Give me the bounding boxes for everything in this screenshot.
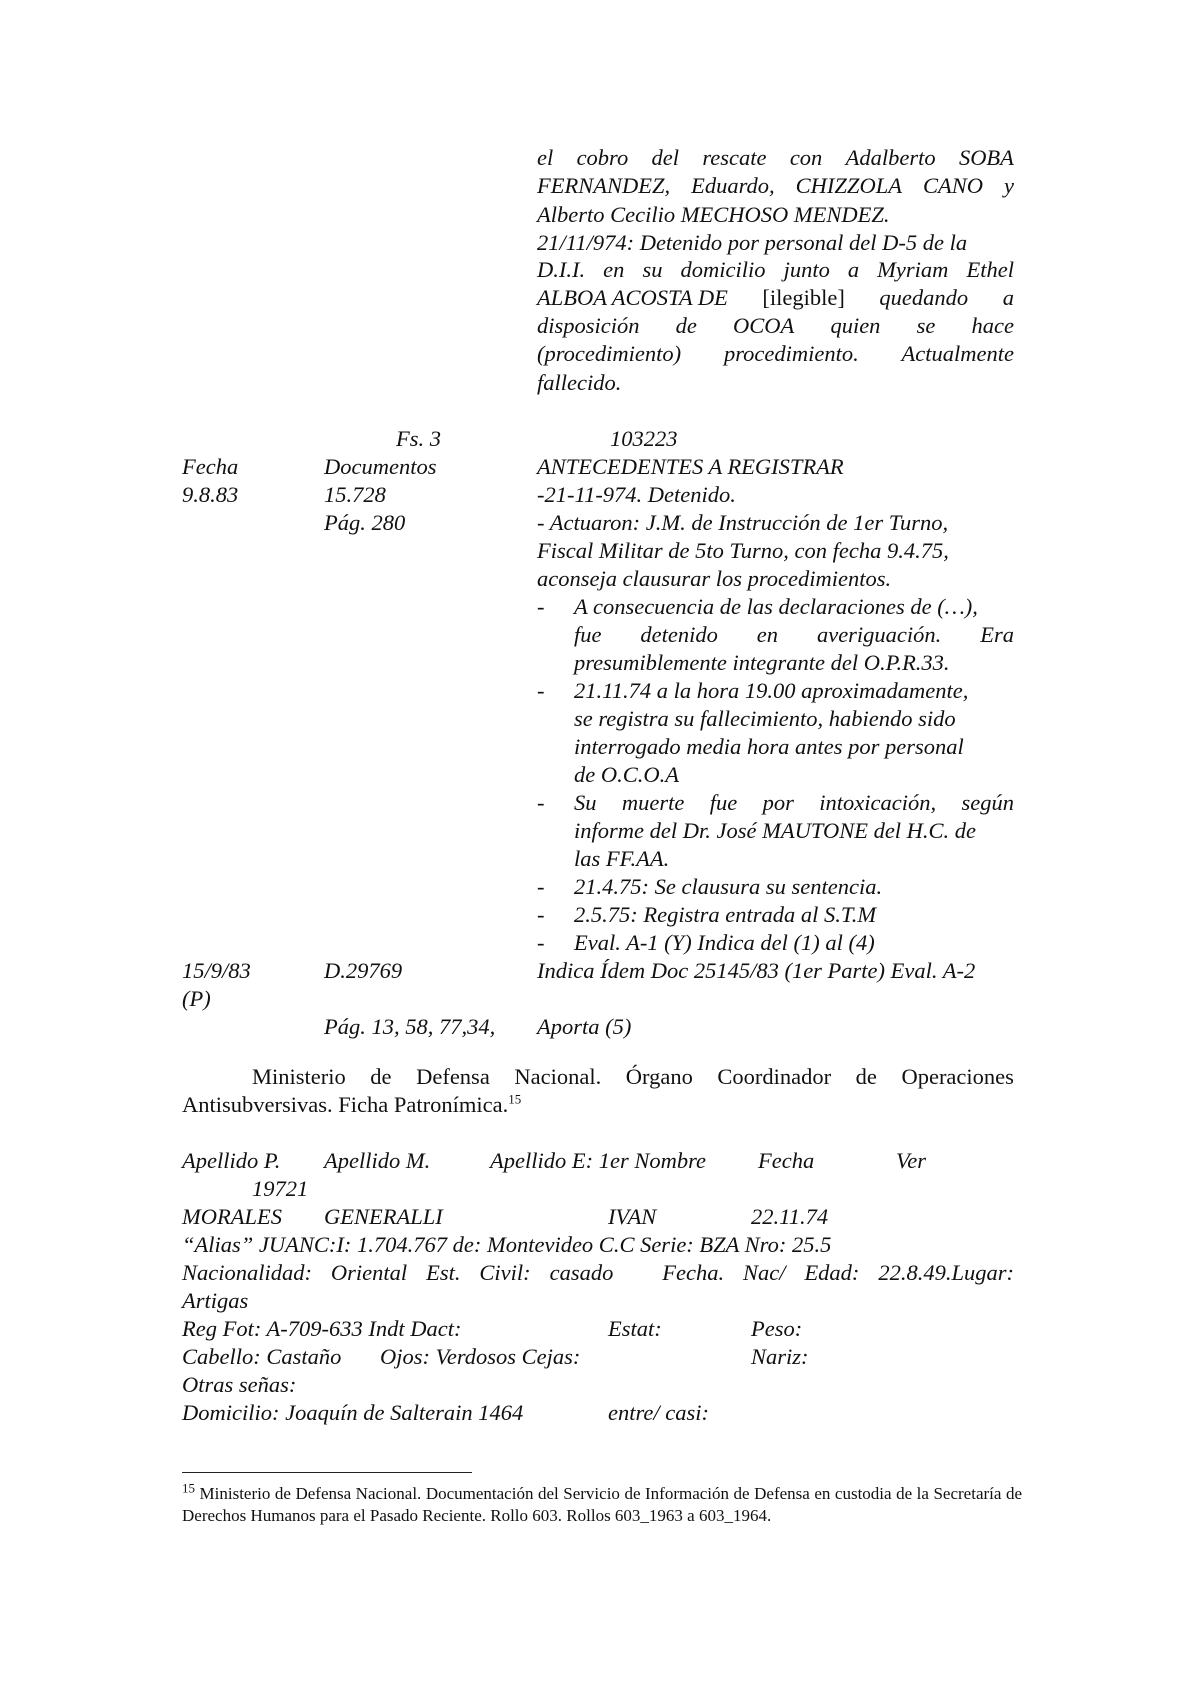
ficha-nombre: IVAN xyxy=(608,1204,657,1229)
word: Nacional. xyxy=(514,1064,602,1089)
footnote-separator xyxy=(182,1472,472,1473)
word: Fecha. xyxy=(662,1260,725,1285)
row-document: 15.728 xyxy=(324,482,386,507)
word: y xyxy=(1003,173,1014,198)
ficha-ojos: Ojos: Verdosos Cejas: xyxy=(380,1344,581,1369)
paragraph-text: Antisubversivas. Ficha Patronímica. xyxy=(182,1092,509,1117)
ficha-cabello: Cabello: Castaño xyxy=(182,1344,342,1369)
word: rescate xyxy=(702,145,767,170)
word: muerte xyxy=(621,790,685,815)
header-antecedentes: ANTECEDENTES A REGISTRAR xyxy=(537,454,844,479)
bullet-dash: - xyxy=(537,874,545,899)
word: en xyxy=(603,257,625,282)
word: quedando xyxy=(879,285,969,310)
word: Defensa xyxy=(416,1064,490,1089)
word: se xyxy=(916,313,936,338)
bullet-text: presumiblemente integrante del O.P.R.33. xyxy=(574,650,950,675)
word: SOBA xyxy=(958,145,1014,170)
narrative-line xyxy=(537,145,1014,171)
row-date: 9.8.83 xyxy=(182,482,239,507)
word: (procedimiento) xyxy=(537,341,682,366)
row-date-suffix: (P) xyxy=(182,986,211,1011)
word: Actualmente xyxy=(901,341,1014,366)
word: procedimiento. xyxy=(723,341,859,366)
word: el xyxy=(537,145,554,170)
word: a xyxy=(847,257,860,282)
word: averiguación. xyxy=(816,622,942,647)
illegible-note: [ilegible] xyxy=(762,285,845,310)
ficha-entre: entre/ casi: xyxy=(608,1400,710,1425)
ficha-header: Apellido E: 1er Nombre xyxy=(490,1148,707,1173)
word: con xyxy=(789,145,823,170)
row-entry: - Actuaron: J.M. de Instrucción de 1er Turno, xyxy=(537,510,949,535)
word: Adalberto xyxy=(845,145,936,170)
word: Oriental xyxy=(330,1260,408,1285)
word: en xyxy=(756,622,779,647)
bullet-dash: - xyxy=(537,930,545,955)
row-document: D.29769 xyxy=(324,958,403,983)
bullet-text: Eval. A-1 (Y) Indica del (1) al (4) xyxy=(574,930,875,955)
ficha-record-id: 19721 xyxy=(252,1176,309,1201)
word: CHIZZOLA xyxy=(795,173,902,198)
word: Nac/ xyxy=(743,1260,786,1285)
word: Ministerio xyxy=(252,1064,346,1089)
word: hace xyxy=(971,313,1014,338)
folio-number: Fs. 3 xyxy=(396,426,441,451)
bullet-dash: - xyxy=(537,790,545,815)
word: FERNANDEZ, xyxy=(537,173,671,198)
word: disposición xyxy=(537,313,640,338)
row-entry: Fiscal Militar de 5to Turno, con fecha 9.4.75, xyxy=(537,538,949,563)
ficha-nariz: Nariz: xyxy=(751,1344,809,1369)
paragraph-line xyxy=(182,1091,521,1119)
narrative-line: Alberto Cecilio MECHOSO MENDEZ. xyxy=(537,202,890,227)
word: OCOA xyxy=(733,313,795,338)
word: D.I.I. xyxy=(537,257,586,282)
bullet-dash: - xyxy=(537,902,545,927)
word: Era xyxy=(980,622,1014,647)
ficha-header: Apellido P. xyxy=(182,1148,281,1173)
record-number: 103223 xyxy=(610,426,678,451)
bullet-text: informe del Dr. José MAUTONE del H.C. de xyxy=(574,818,977,843)
narrative-line: fallecido. xyxy=(537,370,622,395)
footnote-reference[interactable]: 15 xyxy=(508,1091,522,1107)
footnote xyxy=(182,1480,1022,1527)
row-document-pages: Pág. 13, 58, 77,34, xyxy=(324,1014,496,1039)
ficha-alias: “Alias” JUANC:I: 1.704.767 de: Montevideo C.C Serie: BZA Nro: 25.5 xyxy=(182,1232,832,1257)
word: Su xyxy=(574,790,597,815)
ficha-nacionalidad xyxy=(182,1259,1014,1287)
bullet-text: 2.5.75: Registra entrada al S.T.M xyxy=(574,902,877,927)
word: junto xyxy=(783,257,830,282)
word: Ethel xyxy=(966,257,1014,282)
ficha-estatura: Estat: xyxy=(608,1316,662,1341)
bullet-text: las FF.AA. xyxy=(574,846,670,871)
word: Civil: xyxy=(479,1260,531,1285)
word: cobro xyxy=(576,145,629,170)
row-entry: Aporta (5) xyxy=(537,1014,632,1039)
word: CANO xyxy=(922,173,983,198)
footnote-text: Ministerio de Defensa Nacional. Documentación del Servicio de Información de Defensa en custodia de la Secretaría de Derechos Humanos para el Pasado Reciente. Rollo 603. Rollos 603_1963 a 603_1964. xyxy=(182,1484,1022,1525)
word: detenido xyxy=(640,622,718,647)
header-documentos: Documentos xyxy=(324,454,437,479)
ficha-header: Ver xyxy=(896,1148,926,1173)
word: casado xyxy=(549,1260,614,1285)
ficha-domicilio: Domicilio: Joaquín de Salterain 1464 xyxy=(182,1400,524,1425)
word: de xyxy=(675,313,697,338)
word: a xyxy=(1002,285,1014,310)
narrative-line xyxy=(537,285,1014,311)
bullet-dash: - xyxy=(537,594,545,619)
word: domicilio xyxy=(680,257,766,282)
ficha-apellido-m: GENERALLI xyxy=(324,1204,443,1229)
narrative-line xyxy=(537,257,1014,283)
word: intoxicación, xyxy=(819,790,937,815)
ficha-otras-senas: Otras señas: xyxy=(182,1372,297,1397)
bullet-text: de O.C.O.A xyxy=(574,762,679,787)
ficha-lugar: Artigas xyxy=(182,1288,249,1313)
bullet-text xyxy=(574,789,1014,817)
word: quien xyxy=(830,313,881,338)
word: de xyxy=(855,1064,877,1089)
ficha-fecha: 22.11.74 xyxy=(751,1204,829,1229)
row-entry: -21-11-974. Detenido. xyxy=(537,482,736,507)
footnote-number: 15 xyxy=(182,1480,195,1496)
ficha-header: Fecha xyxy=(758,1148,815,1173)
narrative-line xyxy=(537,313,1014,339)
row-document-page: Pág. 280 xyxy=(324,510,406,535)
ficha-apellido-p: MORALES xyxy=(182,1204,282,1229)
word: Órgano xyxy=(625,1064,693,1089)
word: del xyxy=(651,145,680,170)
word: por xyxy=(762,790,794,815)
word: 22.8.49.Lugar: xyxy=(878,1260,1014,1285)
ficha-header: Apellido M. xyxy=(324,1148,431,1173)
bullet-text: se registra su fallecimiento, habiendo sido xyxy=(574,706,956,731)
word: Edad: xyxy=(804,1260,860,1285)
word: fue xyxy=(709,790,738,815)
ficha-reg-fot: Reg Fot: A-709-633 Indt Dact: xyxy=(182,1316,462,1341)
word: fue xyxy=(574,622,602,647)
row-entry: aconseja clausurar los procedimientos. xyxy=(537,566,892,591)
word: su xyxy=(642,257,663,282)
paragraph-line xyxy=(252,1063,1014,1091)
narrative-line xyxy=(537,341,1014,367)
word: Eduardo, xyxy=(691,173,775,198)
word: Coordinador xyxy=(717,1064,832,1089)
ficha-peso: Peso: xyxy=(751,1316,803,1341)
bullet-text: interrogado media hora antes por personal xyxy=(574,734,964,759)
narrative-line: 21/11/974: Detenido por personal del D-5 de la xyxy=(537,230,968,255)
word: Nacionalidad: xyxy=(182,1260,312,1285)
bullet-dash: - xyxy=(537,678,545,703)
narrative-line xyxy=(537,173,1014,199)
bullet-text: 21.11.74 a la hora 19.00 aproximadamente, xyxy=(574,678,969,703)
word: Myriam xyxy=(877,257,949,282)
bullet-text xyxy=(574,621,1014,649)
word: Est. xyxy=(426,1260,461,1285)
word: según xyxy=(961,790,1014,815)
row-entry: Indica Ídem Doc 25145/83 (1er Parte) Eval. A-2 xyxy=(537,958,976,983)
bullet-text: 21.4.75: Se clausura su sentencia. xyxy=(574,874,883,899)
word: de xyxy=(370,1064,392,1089)
word: Operaciones xyxy=(901,1064,1014,1089)
header-fecha: Fecha xyxy=(182,454,239,479)
row-date: 15/9/83 xyxy=(182,958,251,983)
word: ALBOA ACOSTA DE xyxy=(537,285,728,310)
bullet-text: A consecuencia de las declaraciones de (…), xyxy=(574,594,978,619)
